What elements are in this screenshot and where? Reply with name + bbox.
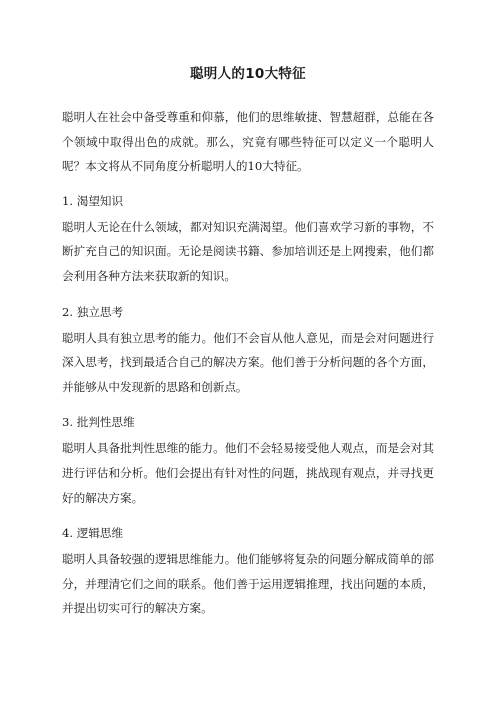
section-body: 聪明人无论在什么领域，都对知识充满渴望。他们喜欢学习新的事物，不断扩充自己的知识面。无论是阅读书籍、参加培训还是上网搜索，他们都会利用各种方法来获取新的知识。 xyxy=(62,219,434,283)
section-heading: 3. 批判性思维 xyxy=(62,415,135,430)
section-body: 聪明人具备较强的逻辑思维能力。他们能够将复杂的问题分解成简单的部分，并理清它们之间的联系。他们善于运用逻辑推理，找出问题的本质，并提出切实可行的解决方案。 xyxy=(62,552,434,616)
intro-paragraph: 聪明人在社会中备受尊重和仰慕，他们的思维敏捷、智慧超群，总能在各个领域中取得出色的成就。那么，究竟有哪些特征可以定义一个聪明人呢？本文将从不同角度分析聪明人的10大特征。 xyxy=(62,110,434,174)
section-4 xyxy=(62,521,434,621)
section-heading: 1. 渴望知识 xyxy=(62,193,124,208)
section-2 xyxy=(62,300,434,400)
page-title: 聪明人的10大特征 xyxy=(190,66,306,82)
section-heading: 4. 逻辑思维 xyxy=(62,526,124,541)
section-body: 聪明人具备批判性思维的能力。他们不会轻易接受他人观点，而是会对其进行评估和分析。他们会提出有针对性的问题，挑战现有观点，并寻找更好的解决方案。 xyxy=(62,441,434,505)
section-1 xyxy=(62,189,434,289)
section-3 xyxy=(62,410,434,510)
section-body: 聪明人具有独立思考的能力。他们不会盲从他人意见，而是会对问题进行深入思考，找到最适合自己的解决方案。他们善于分析问题的各个方面，并能够从中发现新的思路和创新点。 xyxy=(62,330,434,394)
section-heading: 2. 独立思考 xyxy=(62,304,124,319)
